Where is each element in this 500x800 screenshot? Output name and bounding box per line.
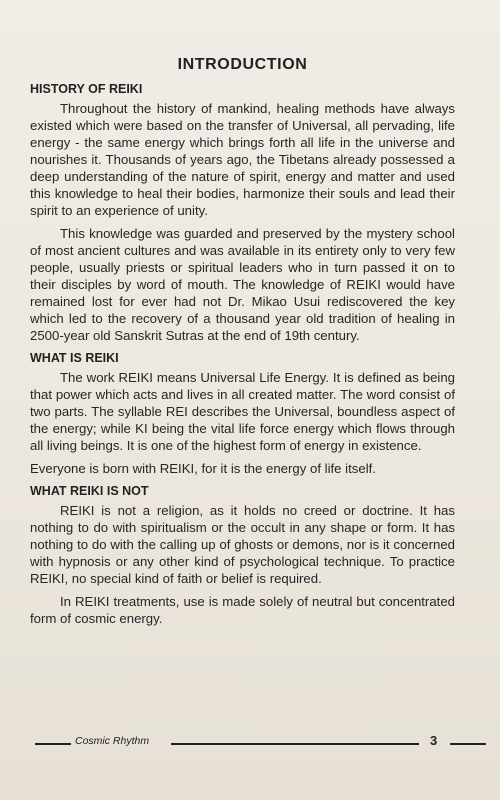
page-number: 3 bbox=[430, 733, 438, 748]
history-paragraph-1: Throughout the history of mankind, healing methods have always existed which were based on the transfer of Universal, all pervading, life energy - the same energy which brings forth all life in the universe and nourishes it. Thousands of years ago, the Tibetans already possessed a deep understanding of the nature of spirit, energy and matter and used this knowledge to heal their bodies, harmonize their souls and lead their spirit to an experience of unity. bbox=[30, 101, 455, 218]
what-is-not-paragraph-2: In REIKI treatments, use is made solely of neutral but concentrated form of cosmic energy. bbox=[30, 594, 455, 626]
section-heading-history: HISTORY OF REIKI bbox=[30, 82, 143, 96]
page-footer bbox=[35, 735, 460, 751]
what-is-not-paragraph-1: REIKI is not a religion, as it holds no creed or doctrine. It has nothing to do with spiritualism or the occult in any shape or form. It has nothing to do with the calling up of ghosts or demons, nor is it concerned with hypnosis or any other kind of psychological technique. To practice REIKI, no special kind of faith or belief is required. bbox=[30, 503, 455, 586]
footer-rule-right bbox=[450, 743, 486, 745]
footer-rule-left bbox=[35, 743, 71, 745]
page-content bbox=[30, 56, 455, 633]
page-title: INTRODUCTION bbox=[177, 56, 308, 73]
what-is-paragraph-1: The work REIKI means Universal Life Energy. It is defined as being that power which acts and lives in all created matter. The word consist of two parts. The syllable REI describes the Universal, boundless aspect of the energy; while KI being the vital life force energy which flows through all living beings. It is one of the highest form of energy in existence. bbox=[30, 370, 455, 453]
section-heading-what-is: WHAT IS REIKI bbox=[30, 351, 119, 365]
what-is-closing-line: Everyone is born with REIKI, for it is the energy of life itself. bbox=[30, 461, 376, 476]
footer-rule-middle bbox=[171, 743, 419, 745]
history-paragraph-2: This knowledge was guarded and preserved by the mystery school of most ancient cultures and was available in its entirety only to very few people, usually priests or spiritual leaders who in turn passed it on to their disciples by word of mouth. The knowledge of REIKI would have remained lost for ever had not Dr. Mikao Usui rediscovered the key which led to the recovery of a thousand year old tradition of healing in 2500-year old Sanskrit Sutras at the end of 19th century. bbox=[30, 226, 455, 343]
footer-book-title: Cosmic Rhythm bbox=[75, 735, 150, 747]
section-heading-what-is-not: WHAT REIKI IS NOT bbox=[30, 484, 149, 498]
